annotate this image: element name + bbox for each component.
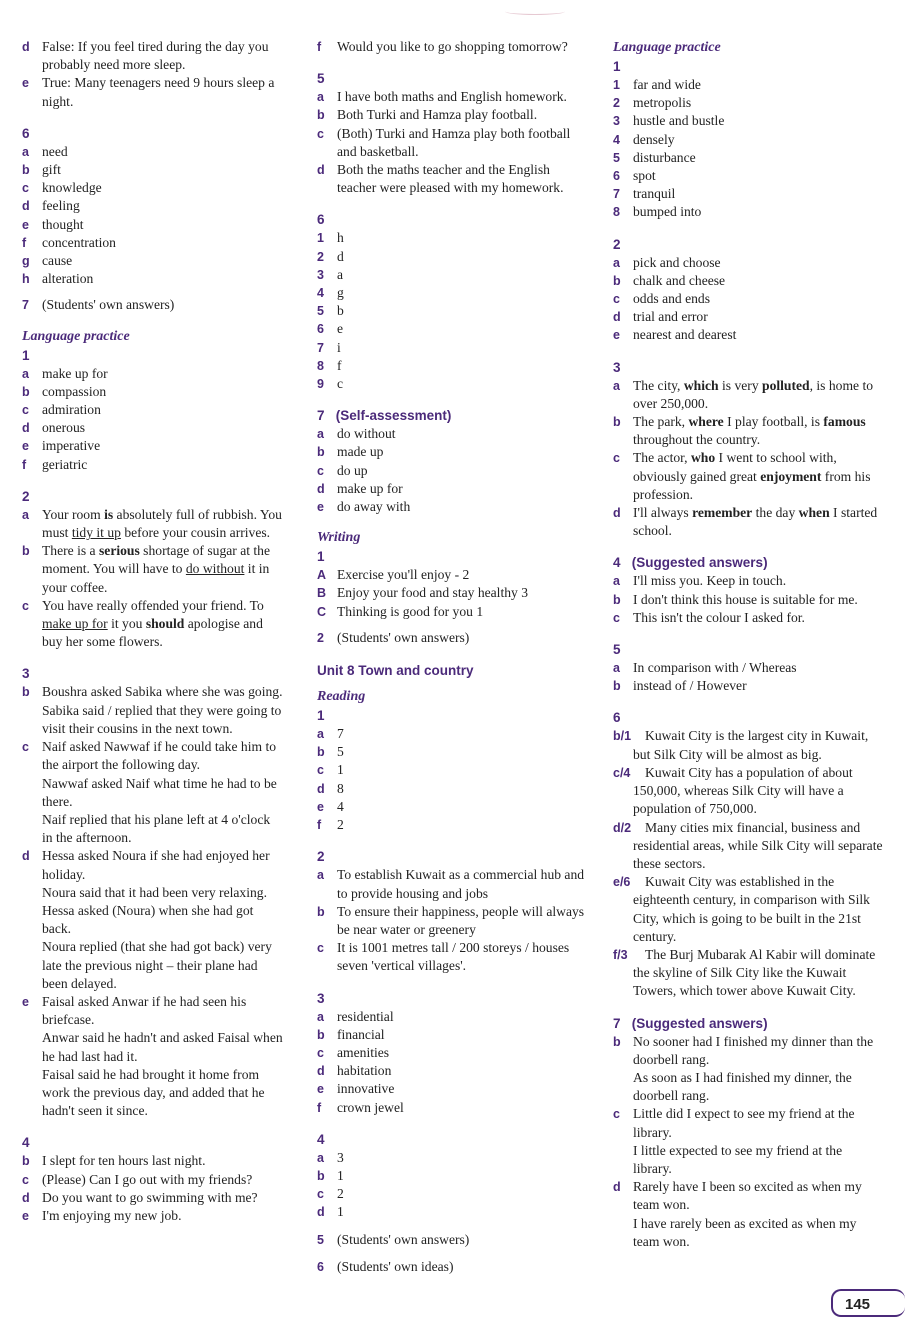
- list-item: d habitation: [317, 1063, 392, 1079]
- list-item: c do up: [317, 462, 368, 478]
- list-item: d onerous: [22, 420, 86, 436]
- list-item: f/3 The Burj Mubarak Al Kabir will dominate the skyline of Silk City like the Kuwait Towers, which tower above Kuwait City.: [613, 946, 876, 999]
- answer-column-2: [317, 38, 585, 1276]
- exercise-number: 6: [22, 125, 30, 141]
- list-item: f geriatric: [22, 456, 88, 472]
- list-item: e innovative: [317, 1081, 395, 1097]
- list-item: c Little did I expect to see my friend at the library. I little expected to see my friend at the library.: [613, 1106, 855, 1176]
- list-item: 7 (Students' own answers): [22, 297, 175, 313]
- list-item: c knowledge: [22, 180, 102, 196]
- list-item: f 2: [317, 817, 344, 833]
- list-item: c It is 1001 metres tall / 200 storeys / houses seven 'vertical villages'.: [317, 940, 570, 974]
- list-item: B Enjoy your food and stay healthy 3: [317, 585, 529, 601]
- exercise-number: 2: [22, 488, 30, 504]
- exercise-heading: 7 (Self-assessment): [317, 408, 452, 424]
- exercise-number: 4: [317, 1131, 325, 1147]
- list-item: c (Both) Turki and Hamza play both football and basketball.: [317, 125, 571, 159]
- list-item: b gift: [22, 162, 61, 178]
- list-item: A Exercise you'll enjoy - 2: [317, 567, 470, 583]
- list-item: d Both the maths teacher and the English teacher were pleased with my homework.: [317, 162, 564, 196]
- list-item: 2 metropolis: [613, 95, 692, 111]
- list-item: a need: [22, 143, 68, 159]
- list-item: a residential: [317, 1008, 394, 1024]
- list-item: c admiration: [22, 402, 101, 418]
- section-heading: Writing: [317, 530, 361, 546]
- list-item: d Hessa asked Noura if she had enjoyed her holiday. Noura said that it had been very relaxing. Hessa asked (Noura) when she had got back. Noura replied (that she had got back) very late the previous night – their plane had been delayed.: [22, 848, 272, 991]
- exercise-heading: 7 (Suggested answers): [613, 1015, 768, 1031]
- list-item: d trial and error: [613, 309, 708, 325]
- list-item: a The city, which is very polluted, is home to over 250,000.: [613, 377, 874, 411]
- list-item: b/1 Kuwait City is the largest city in Kuwait, but Silk City will be almost as big.: [613, 728, 869, 762]
- list-item: b No sooner had I finished my dinner than the doorbell rang. As soon as I had finished my dinner, the doorbell rang.: [613, 1033, 874, 1104]
- list-item: b The park, where I play football, is famous throughout the country.: [613, 414, 866, 448]
- list-item: a In comparison with / Whereas: [613, 660, 797, 676]
- list-item: 6 spot: [613, 168, 656, 184]
- list-item: b financial: [317, 1026, 385, 1042]
- list-item: d I'll always remember the day when I started school.: [613, 505, 878, 539]
- list-item: c 2: [317, 1186, 344, 1202]
- exercise-number: 2: [613, 236, 621, 252]
- answer-column-3: [613, 38, 883, 1251]
- list-item: d/2 Many cities mix financial, business and residential areas, while Silk City will separate these sectors.: [613, 819, 883, 871]
- list-item: a Your room is absolutely full of rubbish. You must tidy it up before your cousin arrives.: [22, 506, 282, 541]
- list-item: 5 (Students' own answers): [317, 1231, 470, 1247]
- list-item: d False: If you feel tired during the day you probably need more sleep.: [22, 39, 269, 73]
- section-heading: Language practice: [22, 328, 130, 344]
- list-item: e I'm enjoying my new job.: [22, 1207, 182, 1223]
- list-item: b I don't think this house is suitable for me.: [613, 591, 858, 607]
- list-item: e 4: [317, 798, 344, 814]
- section-heading: Language practice: [613, 40, 721, 55]
- exercise-heading: 4 (Suggested answers): [613, 555, 768, 571]
- list-item: 6 (Students' own ideas): [317, 1258, 454, 1274]
- exercise-number: 3: [22, 666, 30, 682]
- list-item: c This isn't the colour I asked for.: [613, 609, 805, 625]
- list-item: 3 a: [317, 266, 344, 282]
- list-item: 2 (Students' own answers): [317, 629, 470, 645]
- list-item: c Naif asked Nawwaf if he could take him to the airport the following day. Nawwaf asked Naif what time he had to be there. Naif replied that his plane left at 4 o'clock in the afternoon.: [22, 739, 277, 846]
- list-item: g cause: [22, 253, 73, 269]
- list-item: c odds and ends: [613, 291, 711, 307]
- exercise-number: 1: [22, 347, 30, 363]
- list-item: 6 e: [317, 321, 344, 337]
- list-item: f Would you like to go shopping tomorrow?: [317, 39, 568, 54]
- list-item: e nearest and dearest: [613, 327, 737, 343]
- list-item: c You have really offended your friend. To make up for it you should apologise and buy her some flowers.: [22, 597, 264, 650]
- list-item: b instead of / However: [613, 678, 747, 694]
- list-item: h alteration: [22, 271, 94, 287]
- list-item: 1 h: [317, 230, 344, 246]
- exercise-number: 1: [317, 708, 325, 724]
- unit-title: Unit 8 Town and country: [317, 663, 474, 679]
- exercise-number: 1: [613, 59, 621, 74]
- exercise-number: 5: [613, 642, 621, 658]
- list-item: e do away with: [317, 499, 411, 515]
- list-item: c (Please) Can I go out with my friends?: [22, 1171, 253, 1187]
- list-item: a 3: [317, 1149, 344, 1165]
- list-item: c amenities: [317, 1044, 390, 1060]
- list-item: e Faisal asked Anwar if he had seen his briefcase. Anwar said he hadn't and asked Faisal when he had last had it. Faisal said he had brought it home from work the previous day, and added that he hadn't seen it since.: [22, 993, 283, 1119]
- list-item: d feeling: [22, 198, 80, 214]
- list-item: c 1: [317, 762, 344, 778]
- exercise-number: 1: [317, 549, 325, 565]
- exercise-number: 4: [22, 1135, 30, 1151]
- list-item: a do without: [317, 426, 396, 442]
- list-item: 4 densely: [613, 131, 675, 147]
- list-item: 5 disturbance: [613, 149, 696, 165]
- list-item: b 1: [317, 1167, 344, 1183]
- list-item: a I have both maths and English homework.: [317, 89, 567, 105]
- exercise-number: 5: [317, 71, 325, 87]
- list-item: d 8: [317, 780, 344, 796]
- list-item: b I slept for ten hours last night.: [22, 1153, 206, 1169]
- list-item: 7 i: [317, 339, 341, 355]
- page-number: 145: [831, 1289, 905, 1317]
- list-item: 1 far and wide: [613, 77, 701, 92]
- answer-column-1: [22, 38, 284, 1225]
- list-item: d 1: [317, 1204, 344, 1220]
- list-item: a I'll miss you. Keep in touch.: [613, 573, 787, 589]
- list-item: b chalk and cheese: [613, 272, 726, 288]
- exercise-number: 6: [613, 710, 621, 726]
- list-item: 5 b: [317, 303, 344, 319]
- list-item: b To ensure their happiness, people will always be near water or greenery: [317, 903, 585, 937]
- list-item: b compassion: [22, 383, 107, 399]
- list-item: c/4 Kuwait City has a population of about 150,000, whereas Silk City will have a population of 750,000.: [613, 764, 853, 817]
- list-item: a pick and choose: [613, 254, 721, 270]
- list-item: e True: Many teenagers need 9 hours sleep a night.: [22, 75, 275, 109]
- list-item: b made up: [317, 444, 384, 460]
- list-item: f crown jewel: [317, 1099, 404, 1115]
- list-item: 4 g: [317, 285, 344, 301]
- list-item: b Both Turki and Hamza play football.: [317, 107, 538, 123]
- exercise-number: 3: [613, 359, 621, 375]
- list-item: a 7: [317, 726, 344, 742]
- list-item: C Thinking is good for you 1: [317, 603, 484, 619]
- exercise-number: 6: [317, 212, 325, 228]
- list-item: f concentration: [22, 234, 116, 250]
- list-item: 2 d: [317, 248, 344, 264]
- section-heading: Reading: [317, 689, 366, 705]
- list-item: c The actor, who I went to school with, obviously gained great enjoyment from his profession.: [613, 450, 871, 502]
- list-item: d make up for: [317, 480, 403, 496]
- list-item: a make up for: [22, 365, 108, 381]
- list-item: d Do you want to go swimming with me?: [22, 1189, 258, 1205]
- list-item: 3 hustle and bustle: [613, 113, 725, 129]
- list-item: b 5: [317, 744, 344, 760]
- list-item: e imperative: [22, 438, 101, 454]
- list-item: 7 tranquil: [613, 186, 676, 202]
- list-item: b Boushra asked Sabika where she was going. Sabika said / replied that they were going to visit their cousins in the next town.: [22, 684, 283, 736]
- exercise-number: 2: [317, 849, 325, 865]
- list-item: e thought: [22, 216, 84, 232]
- list-item: 8 f: [317, 357, 342, 373]
- exercise-number: 3: [317, 990, 325, 1006]
- list-item: 8 bumped into: [613, 204, 702, 220]
- list-item: e/6 Kuwait City was established in the eighteenth century, in comparison with Silk City, which is going to be built in the 21st century.: [613, 874, 870, 944]
- list-item: d Rarely have I been so excited as when my team won. I have rarely been as excited as when my team won.: [613, 1179, 862, 1249]
- top-decoration: [505, 8, 565, 15]
- list-item: b There is a serious shortage of sugar at the moment. You will have to do without it in your coffee.: [22, 543, 271, 595]
- list-item: a To establish Kuwait as a commercial hub and to provide housing and jobs: [317, 867, 585, 901]
- list-item: 9 c: [317, 376, 344, 392]
